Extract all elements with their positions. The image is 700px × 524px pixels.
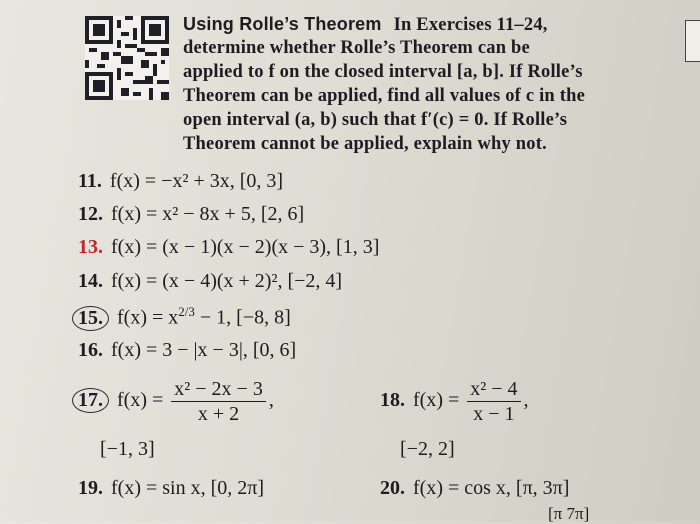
instructions-line-6: Theorem cannot be applied, explain why not.	[183, 134, 547, 154]
exercise-17: 17. f(x) = $\frac{\text{x² − 2x − 3}}{x + 2}$ ,	[78, 378, 274, 425]
exercise-11: 11. f(x) = −x² + 3x, [0, 3]	[78, 170, 284, 192]
circled-number: 15.	[72, 306, 109, 331]
exercise-18-interval: [−2, 2]	[400, 438, 455, 460]
instructions-line-5: open interval (a, b) such that f′(c) = 0. If Rolle’s	[183, 110, 568, 130]
exercise-18: 18. f(x) = $\frac{\text{x² − 4}}{x - 1}$ ,	[380, 378, 529, 425]
fraction: $\frac{\text{x² − 2x − 3}}{x + 2}$	[171, 378, 266, 425]
exercise-20: 20. f(x) = cos x, [π, 3π]	[380, 477, 570, 499]
exercise-15: 15. $f(x) = x^{2/3} - 1$, [−8, 8]	[78, 304, 291, 331]
instructions-line-4: Theorem can be applied, find all values of c in the	[183, 86, 585, 106]
instructions-line-3: applied to f on the closed interval [a, b]. If Rolle’s	[183, 62, 583, 82]
exercise-17-interval: [−1, 3]	[100, 438, 155, 460]
instructions-line-1: Using Rolle’s Theorem In Exercises 11–24,	[183, 14, 548, 35]
section-title: Using Rolle’s Theorem	[183, 14, 382, 34]
adjacent-page-edge	[685, 20, 700, 62]
fraction: $\frac{\text{x² − 4}}{x - 1}$	[467, 378, 520, 425]
instructions-block	[183, 14, 643, 158]
exercise-13: 13. f(x) = (x − 1)(x − 2)(x − 3), [1, 3]	[78, 236, 380, 258]
qr-code-icon	[85, 16, 169, 100]
cutoff-text: [π 7π]	[548, 504, 590, 523]
exercise-16: 16. f(x) = 3 − |x − 3|, [0, 6]	[78, 339, 297, 361]
exercise-14: 14. f(x) = (x − 4)(x + 2)², [−2, 4]	[78, 270, 343, 292]
exercise-12: 12. f(x) = x² − 8x + 5, [2, 6]	[78, 203, 305, 225]
circled-number: 17.	[72, 388, 109, 413]
exercise-19: 19. f(x) = sin x, [0, 2π]	[78, 477, 265, 499]
instructions-line-2: determine whether Rolle’s Theorem can be	[183, 38, 530, 58]
